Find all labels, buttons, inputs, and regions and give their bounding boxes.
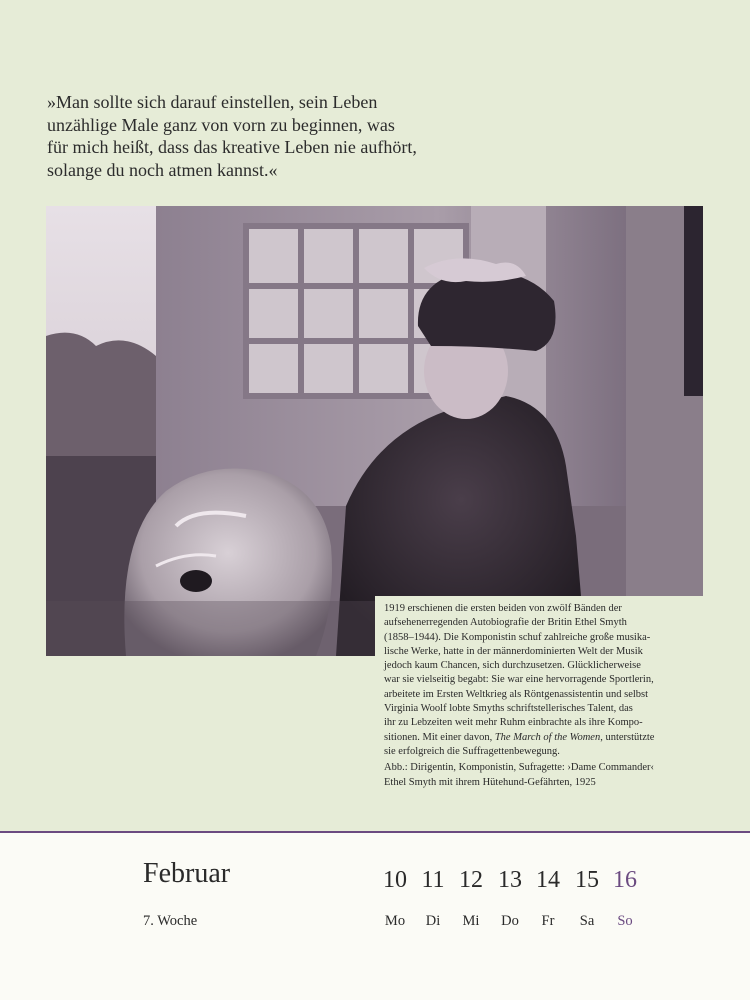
day-row [375, 865, 665, 945]
caption-song-title: The March of the Women [494, 731, 601, 743]
day-number: 12 [459, 867, 483, 893]
weekday-label: Sa [579, 913, 595, 929]
day-number: 14 [536, 867, 560, 893]
quote-line: »Man sollte sich darauf einstellen, sein Leben [47, 92, 378, 112]
day-number: 15 [575, 867, 599, 893]
week-label: 7. Woche [143, 913, 198, 929]
day-number: 11 [421, 867, 445, 893]
month-title: Februar [143, 858, 231, 889]
weekday-label: Di [425, 913, 441, 929]
photo-illustration [46, 206, 703, 656]
weekday-label: Mo [384, 913, 406, 929]
day-friday [528, 865, 568, 930]
caption-line: arbeitete im Ersten Weltkrieg als Röntgenassistentin und selbst [384, 688, 649, 700]
weekday-label: Mi [462, 913, 480, 929]
caption-text: , unterstützte [600, 731, 655, 743]
caption-line [384, 731, 700, 745]
caption-line: war sie vielseitig begabt: Sie war eine hervorragende Sportlerin, [384, 674, 654, 686]
quote [47, 91, 687, 181]
quote-line: unzählige Male ganz von vorn zu beginnen, was [47, 114, 395, 135]
day-wednesday [451, 865, 491, 930]
weekday-label: Fr [541, 913, 555, 929]
caption-line: Virginia Woolf lobte Smyths schriftstellerisches Talent, das [384, 703, 633, 715]
caption-line: ihr zu Lebzeiten weit mehr Ruhm einbrachte als ihre Kompo- [384, 717, 643, 729]
day-sunday [605, 865, 645, 930]
day-tuesday [413, 865, 453, 930]
quote-line: für mich heißt, dass das kreative Leben nie aufhört, [47, 137, 417, 157]
quote-line: solange du noch atmen kannst.« [47, 159, 278, 180]
caption-line: aufsehenerregenden Autobiografie der Britin Ethel Smyth [384, 617, 627, 629]
caption-line: jedoch kaum Chancen, sich durchzusetzen. Glücklicherweise [384, 660, 641, 672]
caption-line: 1919 erschienen die ersten beiden von zwölf Bänden der [384, 603, 622, 614]
weekday-label: Do [501, 913, 519, 929]
caption-text: sitionen. Mit einer davon, [384, 731, 495, 743]
photo-caption [375, 596, 706, 796]
photo [46, 206, 703, 656]
day-number: 16 [613, 867, 637, 893]
caption-line: (1858–1944). Die Komponistin schuf zahlreiche große musika- [384, 631, 651, 643]
day-number: 10 [383, 867, 407, 893]
day-monday [375, 865, 415, 930]
caption-credit-line: Abb.: Dirigentin, Komponistin, Sufragette: ›Dame Commander‹ [384, 762, 655, 774]
day-saturday [567, 865, 607, 930]
caption-line: sie erfolgreich die Suffragettenbewegung. [384, 745, 560, 757]
day-number: 13 [498, 867, 522, 893]
weekday-label: So [617, 913, 633, 929]
day-thursday [490, 865, 530, 930]
caption-line: lische Werke, hatte in der männerdominierten Welt der Musik [384, 645, 643, 657]
caption-credit-line: Ethel Smyth mit ihrem Hütehund-Gefährten, 1925 [384, 776, 596, 788]
